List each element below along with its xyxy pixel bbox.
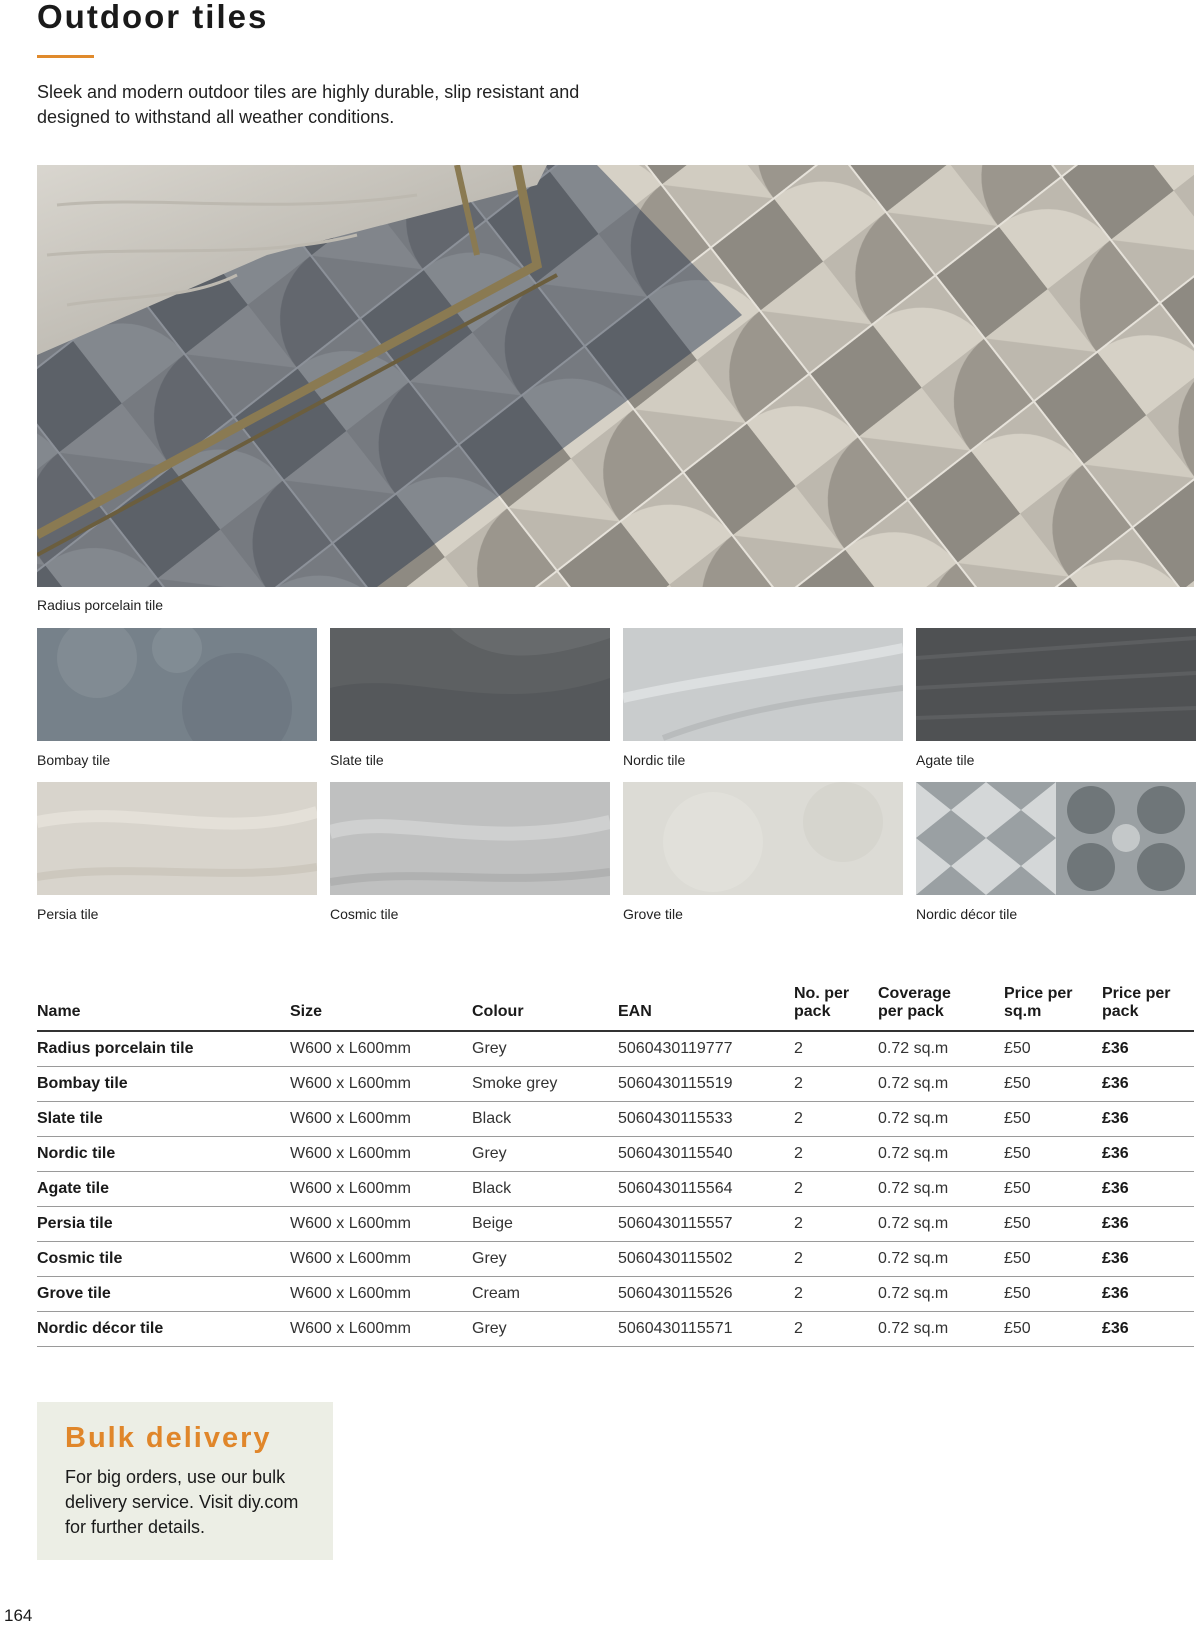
cell-size: W600 x L600mm: [290, 1242, 472, 1277]
cell-ean: 5060430115502: [618, 1242, 794, 1277]
persia-tile-image: [37, 782, 317, 895]
cell-name: Nordic tile: [37, 1137, 290, 1172]
caption-slate-tile: Slate tile: [330, 752, 384, 768]
caption-grove-tile: Grove tile: [623, 906, 683, 922]
caption-agate-tile: Agate tile: [916, 752, 975, 768]
cell-price-sqm: £50: [1004, 1172, 1102, 1207]
cell-colour: Grey: [472, 1242, 618, 1277]
cell-colour: Grey: [472, 1312, 618, 1347]
agate-tile-image: [916, 628, 1196, 741]
cell-colour: Black: [472, 1102, 618, 1137]
table-row: [37, 1242, 1194, 1277]
cell-name: Nordic décor tile: [37, 1312, 290, 1347]
cell-coverage: 0.72 sq.m: [878, 1031, 1004, 1067]
title-accent-rule: [37, 55, 94, 58]
cell-size: W600 x L600mm: [290, 1277, 472, 1312]
cell-price-sqm: £50: [1004, 1137, 1102, 1172]
caption-persia-tile: Persia tile: [37, 906, 99, 922]
product-table: [37, 985, 1194, 1347]
header-coverage: [878, 985, 1004, 1031]
cell-price-pack: £36: [1102, 1102, 1194, 1137]
cell-coverage: 0.72 sq.m: [878, 1102, 1004, 1137]
header-price-pack-line2: pack: [1102, 1003, 1139, 1020]
cell-price-sqm: £50: [1004, 1207, 1102, 1242]
cell-price-sqm: £50: [1004, 1102, 1102, 1137]
caption-nordic-tile: Nordic tile: [623, 752, 686, 768]
cell-price-sqm: £50: [1004, 1031, 1102, 1067]
cell-coverage: 0.72 sq.m: [878, 1172, 1004, 1207]
cell-coverage: 0.72 sq.m: [878, 1312, 1004, 1347]
cell-ean: 5060430115533: [618, 1102, 794, 1137]
cell-ean: 5060430115519: [618, 1067, 794, 1102]
header-price-pack-line1: Price per: [1102, 985, 1171, 1002]
swatch-nordic-tile: [623, 628, 903, 741]
intro-text: Sleek and modern outdoor tiles are highly durable, slip resistant and designed to withstand all weather conditions.: [37, 82, 580, 127]
cell-per-pack: 2: [794, 1172, 878, 1207]
header-no-per-pack: [794, 985, 878, 1031]
cell-ean: 5060430119777: [618, 1031, 794, 1067]
table-row: [37, 1137, 1194, 1172]
cell-per-pack: 2: [794, 1102, 878, 1137]
cell-size: W600 x L600mm: [290, 1207, 472, 1242]
cell-per-pack: 2: [794, 1137, 878, 1172]
nordic-tile-image: [623, 628, 903, 741]
caption-bombay-tile: Bombay tile: [37, 752, 111, 768]
grove-tile-image: [623, 782, 903, 895]
table-row: [37, 1277, 1194, 1312]
cell-colour: Smoke grey: [472, 1067, 618, 1102]
cell-name: Cosmic tile: [37, 1242, 290, 1277]
cell-coverage: 0.72 sq.m: [878, 1277, 1004, 1312]
table-row: [37, 1312, 1194, 1347]
swatch-nordic-decor-tile: [916, 782, 1196, 895]
cell-price-sqm: £50: [1004, 1312, 1102, 1347]
cell-size: W600 x L600mm: [290, 1031, 472, 1067]
cell-per-pack: 2: [794, 1067, 878, 1102]
swatch-persia-tile: [37, 782, 317, 895]
cell-price-pack: £36: [1102, 1242, 1194, 1277]
cell-name: Bombay tile: [37, 1067, 290, 1102]
table-row: [37, 1172, 1194, 1207]
cell-ean: 5060430115557: [618, 1207, 794, 1242]
swatch-grove-tile: [623, 782, 903, 895]
cell-per-pack: 2: [794, 1207, 878, 1242]
cell-size: W600 x L600mm: [290, 1137, 472, 1172]
cell-price-pack: £36: [1102, 1137, 1194, 1172]
hero-image: [37, 165, 1194, 587]
cell-per-pack: 2: [794, 1312, 878, 1347]
header-name: Name: [37, 985, 290, 1031]
cell-colour: Beige: [472, 1207, 618, 1242]
cell-price-sqm: £50: [1004, 1277, 1102, 1312]
swatch-bombay-tile: [37, 628, 317, 741]
cell-name: Grove tile: [37, 1277, 290, 1312]
cell-name: Agate tile: [37, 1172, 290, 1207]
cell-ean: 5060430115564: [618, 1172, 794, 1207]
nordic-decor-tile-image: [916, 782, 1196, 895]
cell-size: W600 x L600mm: [290, 1067, 472, 1102]
swatch-slate-tile: [330, 628, 610, 741]
header-colour: Colour: [472, 985, 618, 1031]
cell-coverage: 0.72 sq.m: [878, 1207, 1004, 1242]
header-price-sqm-line2: sq.m: [1004, 1003, 1042, 1020]
cell-colour: Grey: [472, 1137, 618, 1172]
cell-price-pack: £36: [1102, 1172, 1194, 1207]
bulk-delivery-title: Bulk delivery: [65, 1422, 272, 1454]
bombay-tile-image: [37, 628, 317, 741]
cell-price-sqm: £50: [1004, 1067, 1102, 1102]
cell-per-pack: 2: [794, 1242, 878, 1277]
caption-nordic-decor-tile: Nordic décor tile: [916, 906, 1018, 922]
cell-coverage: 0.72 sq.m: [878, 1242, 1004, 1277]
bulk-delivery-text: For big orders, use our bulk delivery service. Visit diy.com for further details.: [65, 1467, 299, 1537]
cell-size: W600 x L600mm: [290, 1312, 472, 1347]
table-row: [37, 1207, 1194, 1242]
header-coverage-line1: Coverage: [878, 985, 951, 1002]
slate-tile-image: [330, 628, 610, 741]
header-ean: EAN: [618, 985, 794, 1031]
swatch-agate-tile: [916, 628, 1196, 741]
hero-caption: Radius porcelain tile: [37, 597, 164, 613]
cell-colour: Grey: [472, 1031, 618, 1067]
header-price-sqm: [1004, 985, 1102, 1031]
cell-colour: Cream: [472, 1277, 618, 1312]
cell-name: Persia tile: [37, 1207, 290, 1242]
swatch-cosmic-tile: [330, 782, 610, 895]
cell-price-sqm: £50: [1004, 1242, 1102, 1277]
cell-ean: 5060430115526: [618, 1277, 794, 1312]
table-row: [37, 1102, 1194, 1137]
page-title: Outdoor tiles: [37, 0, 269, 35]
header-price-pack: [1102, 985, 1194, 1031]
cell-coverage: 0.72 sq.m: [878, 1067, 1004, 1102]
cell-price-pack: £36: [1102, 1207, 1194, 1242]
cell-name: Slate tile: [37, 1102, 290, 1137]
header-no-per-pack-line1: No. per: [794, 985, 850, 1002]
header-coverage-line2: per pack: [878, 1003, 944, 1020]
header-size: Size: [290, 985, 472, 1031]
cell-size: W600 x L600mm: [290, 1102, 472, 1137]
cell-per-pack: 2: [794, 1031, 878, 1067]
cell-name: Radius porcelain tile: [37, 1031, 290, 1067]
page-number: 164: [4, 1606, 33, 1625]
table-row: [37, 1067, 1194, 1102]
cell-price-pack: £36: [1102, 1031, 1194, 1067]
cell-ean: 5060430115571: [618, 1312, 794, 1347]
cell-coverage: 0.72 sq.m: [878, 1137, 1004, 1172]
bulk-delivery-box: [37, 1402, 333, 1560]
table-row: [37, 1031, 1194, 1067]
header-no-per-pack-line2: pack: [794, 1003, 831, 1020]
cosmic-tile-image: [330, 782, 610, 895]
cell-price-pack: £36: [1102, 1277, 1194, 1312]
cell-price-pack: £36: [1102, 1312, 1194, 1347]
cell-colour: Black: [472, 1172, 618, 1207]
caption-cosmic-tile: Cosmic tile: [330, 906, 399, 922]
table-header-row: [37, 985, 1194, 1031]
cell-per-pack: 2: [794, 1277, 878, 1312]
radius-tile-photo: [37, 165, 1194, 587]
cell-price-pack: £36: [1102, 1067, 1194, 1102]
header-price-sqm-line1: Price per: [1004, 985, 1073, 1002]
cell-size: W600 x L600mm: [290, 1172, 472, 1207]
cell-ean: 5060430115540: [618, 1137, 794, 1172]
